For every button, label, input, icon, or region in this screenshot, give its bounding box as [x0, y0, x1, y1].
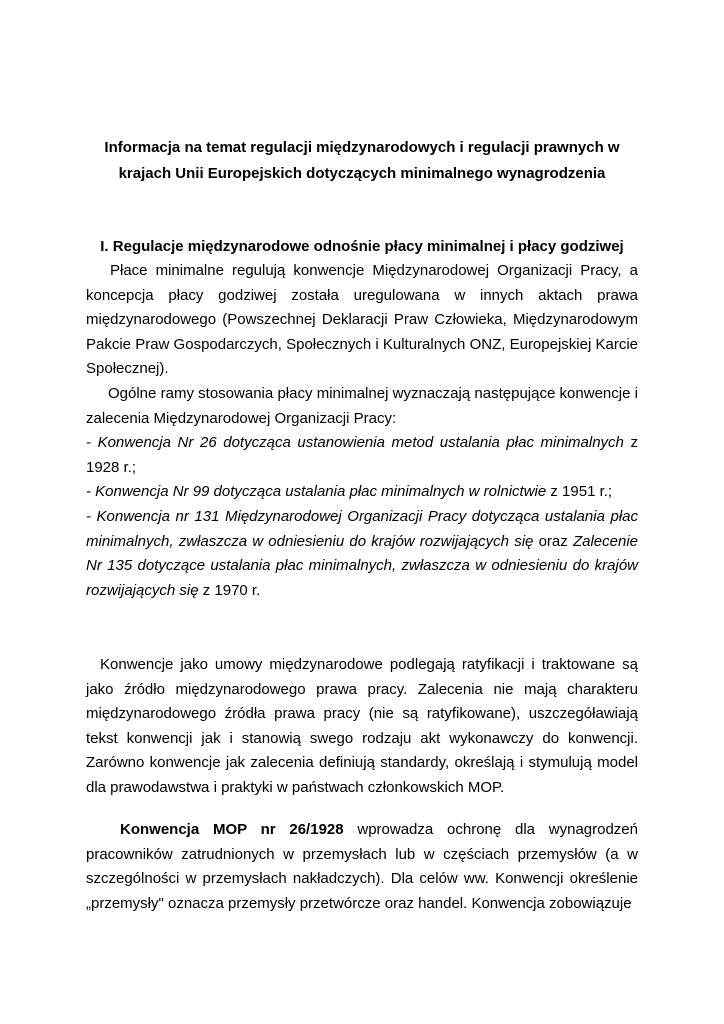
paragraph-2: Ogólne ramy stosowania płacy minimalnej wyznaczają następujące konwencje i zalecenia Międzynarodowej Organizacji Pracy: — [86, 384, 638, 427]
paragraph-4-bold: Konwencja MOP nr 26/1928 — [120, 821, 344, 838]
paragraph-1: Płace minimalne regulują konwencje Międzynarodowej Organizacji Pracy, a koncepcja płacy godziwej została uregulowana w innych aktach prawa międzynarodowego (Powszechnej Deklaracji Praw Człowieka, Międzynarodowym Pakcie Praw Gospodarczych, Społecznych i Kulturalnych ONZ, Europejskiej Karcie Społecznej). — [86, 262, 638, 378]
title-line-1: Informacja na temat regulacji międzynarodowych i regulacji prawnych w — [104, 139, 620, 156]
section-heading: I. Regulacje międzynarodowe odnośnie płacy minimalnej i płacy godziwej — [100, 238, 624, 255]
list-item-convention-99 — [86, 480, 638, 505]
paragraph-conventions — [86, 653, 638, 801]
list-item-1-italic: - Konwencja Nr 26 dotycząca ustanowienia metod ustalania płac minimalnych — [86, 434, 624, 452]
item-3-plain-2: z 1970 r. — [198, 581, 261, 599]
document-title — [90, 135, 634, 187]
paragraph-3: Konwencje jako umowy międzynarodowe podlegają ratyfikacji i traktowane są jako źródło międzynarodowego prawa pracy. Zalecenia nie mają charakteru międzynarodowego źródła prawa pracy (nie są ratyfikowane), uszczegóławiają tekst konwencji jak i stanowią swego rodzaju akt wykonawczy do konwencji. Zarówno konwencje jak zalecenia definiują standardy, określają i stymulują model dla prawodawstwa i praktyki w państwach członkowskich MOP. — [86, 656, 638, 796]
list-item-convention-26 — [86, 431, 638, 480]
paragraph-4-rest: wprowadza ochronę dla wynagrodzeń pracowników zatrudnionych w przemysłach lub w częściach przemysłów (a w szczególności w przemysłach nakładczych). Dla celów ww. Konwencji określenie „przemysły" oznacza przemysły przetwórcze oraz handel. Konwencja zobowiązuje — [86, 821, 638, 912]
list-item-2-plain: z 1951 r.; — [546, 483, 613, 501]
title-line-2: krajach Unii Europejskich dotyczących minimalnego wynagrodzenia — [118, 165, 606, 182]
paragraph-convention-26-1928 — [86, 818, 638, 916]
list-item-1-plain: z 1928 r.; — [86, 434, 638, 476]
list-item-convention-131 — [86, 505, 638, 603]
item-3-plain-1: oraz — [533, 532, 573, 550]
section-1-body — [86, 259, 638, 603]
list-item-2-italic: - Konwencja Nr 99 dotycząca ustalania płac minimalnych w rolnictwie — [86, 483, 547, 501]
paragraph-4 — [86, 818, 638, 916]
item-3-italic-2: Zalecenie Nr 135 dotyczące ustalania płac minimalnych, zwłaszcza w odniesieniu do krajów rozwijających się — [86, 532, 639, 599]
item-3-italic-1: - Konwencja nr 131 Międzynarodowej Organizacji Pracy dotycząca ustalania płac minimalnych, zwłaszcza w odniesieniu do krajów rozwijających się — [86, 507, 638, 550]
